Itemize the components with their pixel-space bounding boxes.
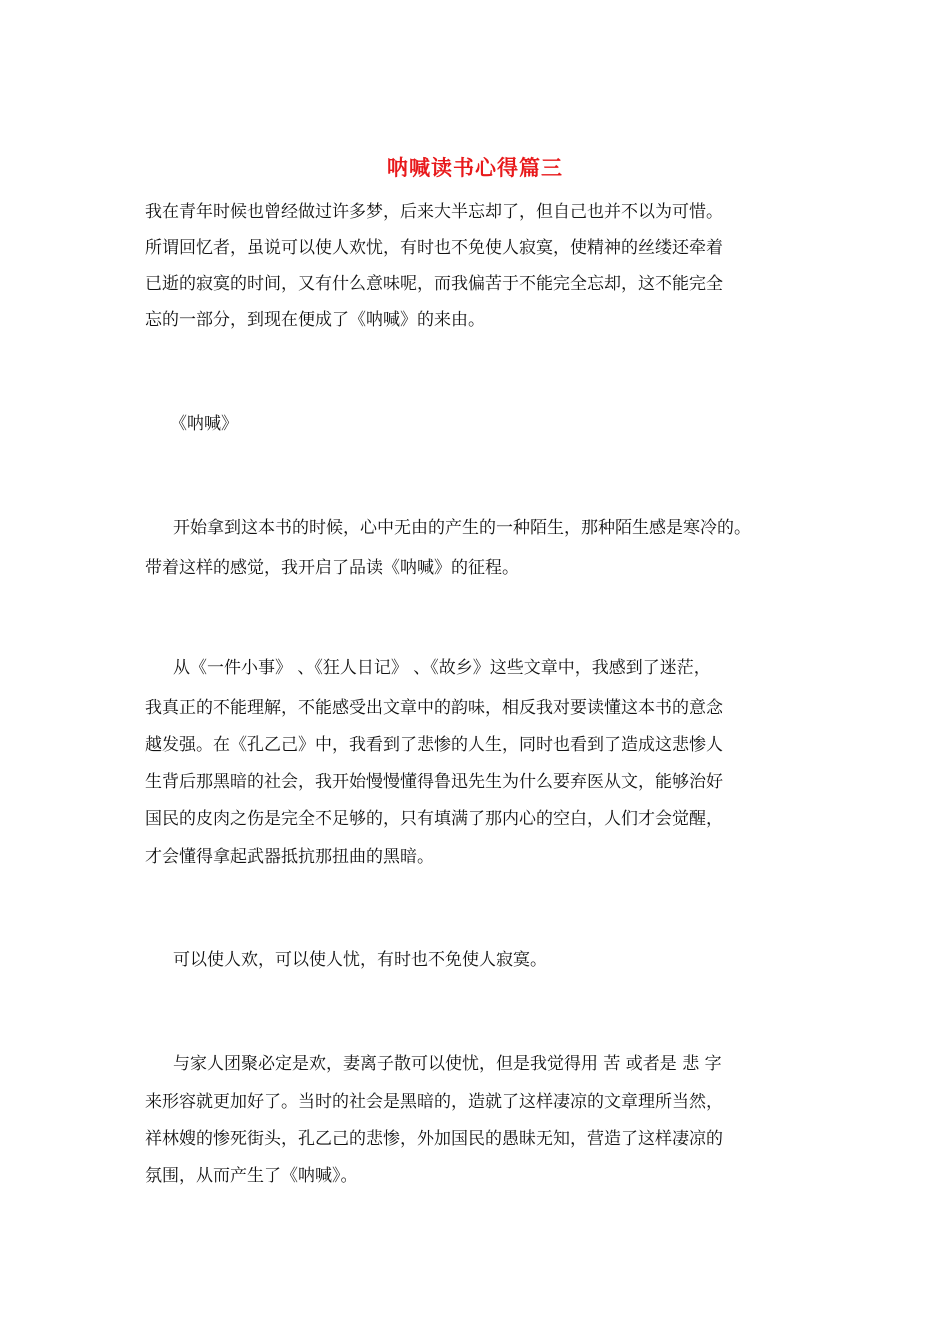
paragraph-line: 已逝的寂寞的时间，又有什么意味呢，而我偏苦于不能完全忘却，这不能完全 — [145, 274, 723, 294]
paragraph-line: 可以使人欢，可以使人忧，有时也不免使人寂寞。 — [173, 950, 547, 970]
paragraph-line: 带着这样的感觉，我开启了品读《呐喊》的征程。 — [145, 558, 519, 578]
paragraph-line: 生背后那黑暗的社会，我开始慢慢懂得鲁迅先生为什么要弃医从文，能够治好 — [145, 772, 723, 792]
paragraph-line: 国民的皮肉之伤是完全不足够的，只有填满了那内心的空白，人们才会觉醒， — [145, 809, 723, 829]
paragraph-line: 越发强。在《孔乙己》中，我看到了悲惨的人生，同时也看到了造成这悲惨人 — [145, 735, 723, 755]
paragraph-line: 忘的一部分，到现在便成了《呐喊》的来由。 — [145, 310, 485, 330]
paragraph-line: 祥林嫂的惨死街头，孔乙己的悲惨，外加国民的愚昧无知，营造了这样凄凉的 — [145, 1129, 723, 1149]
paragraph-line: 我真正的不能理解，不能感受出文章中的韵味，相反我对要读懂这本书的意念 — [145, 698, 723, 718]
paragraph-line: 开始拿到这本书的时候，心中无由的产生的一种陌生，那种陌生感是寒冷的。 — [173, 518, 751, 538]
paragraph-line: 才会懂得拿起武器抵抗那扭曲的黑暗。 — [145, 847, 434, 867]
paragraph-line: 氛围，从而产生了《呐喊》。 — [145, 1166, 358, 1186]
paragraph-line: 我在青年时候也曾经做过许多梦，后来大半忘却了，但自己也并不以为可惜。 — [145, 202, 723, 222]
paragraph-line: 与家人团聚必定是欢，妻离子散可以使忧，但是我觉得用 苦 或者是 悲 字 — [173, 1054, 722, 1074]
document-title: 呐喊读书心得篇三 — [387, 155, 563, 180]
paragraph-line: 所谓回忆者，虽说可以使人欢忧，有时也不免使人寂寞，使精神的丝缕还牵着 — [145, 238, 723, 258]
section-heading: 《呐喊》 — [170, 414, 238, 434]
paragraph-line: 来形容就更加好了。当时的社会是黑暗的，造就了这样凄凉的文章理所当然， — [145, 1092, 723, 1112]
paragraph-line: 从《一件小事》 、《狂人日记》 、《故乡》这些文章中，我感到了迷茫， — [173, 658, 711, 678]
